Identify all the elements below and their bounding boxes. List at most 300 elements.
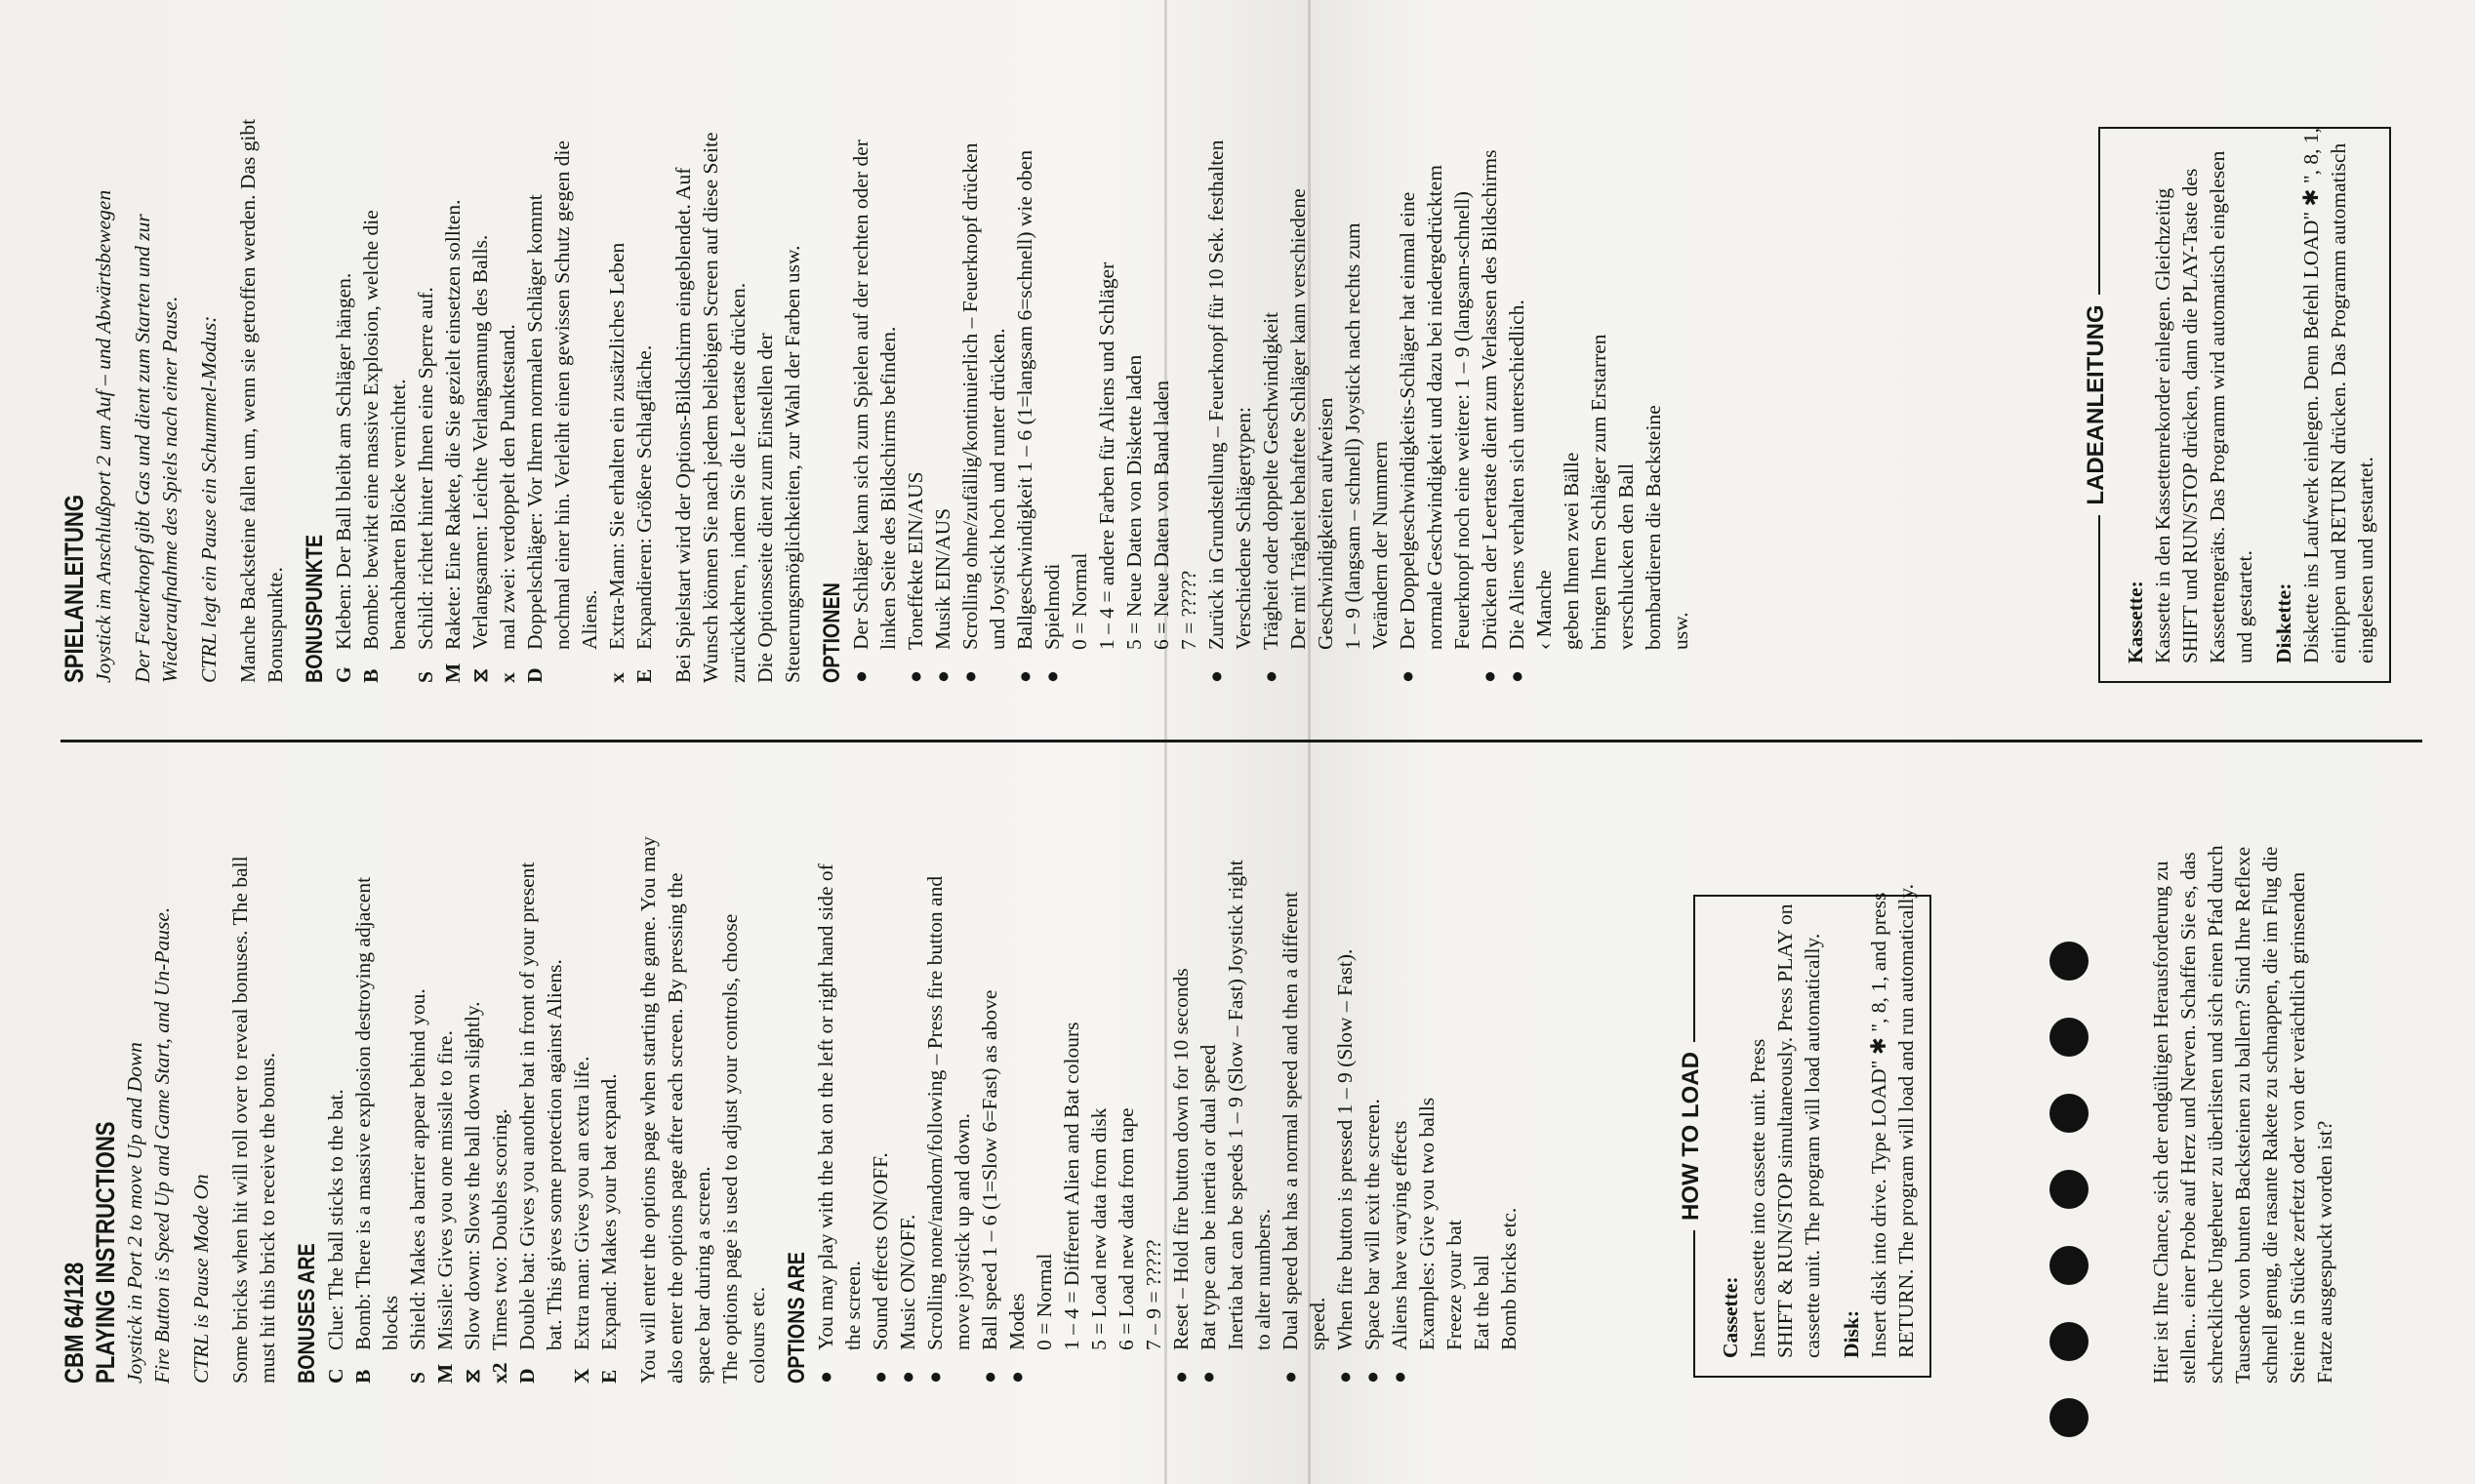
- cassette-line: Kassette in den Kassettenrekorder einlegen. Gleichzeitig: [2151, 187, 2174, 663]
- option-item: [1230, 20, 1257, 683]
- option-item-key: [1440, 1350, 1468, 1384]
- bonus-item-key: [385, 650, 412, 683]
- option-item: [1011, 20, 1038, 683]
- option-item: [1195, 720, 1222, 1384]
- cassette-label: Kassette:: [2124, 581, 2147, 663]
- disk-line: Diskette ins Laufwerk einlegen. Denn Befehl LOAD" ✱ ", 8, 1,: [2299, 127, 2323, 663]
- option-item: [1222, 720, 1249, 1384]
- option-item-key: [1120, 650, 1148, 683]
- bonus-item: [377, 720, 404, 1384]
- english-title: CBM 64/128: [60, 1262, 89, 1384]
- option-item-key: [984, 650, 1011, 683]
- option-item-key: ●: [1005, 1371, 1029, 1384]
- option-item-text: Bat type can be inertia or dual speed: [1197, 1044, 1220, 1350]
- option-item-key: [1066, 650, 1093, 683]
- ladeanleitung-box: [2083, 127, 2391, 683]
- option-item-key: ●: [896, 1371, 919, 1384]
- option-item-text: Aliens have varying effects: [1388, 1120, 1411, 1350]
- option-item-key: ●: [1169, 1371, 1193, 1384]
- option-item-text: 1 – 4 = Different Alien and Bat colours: [1060, 1022, 1083, 1350]
- option-item-key: ●: [1360, 1371, 1384, 1384]
- bonus-item-key: [541, 1350, 568, 1384]
- bonus-list: [330, 20, 658, 683]
- cassette-line: Kassettengeräts. Das Programm wird automatisch eingelesen: [2206, 150, 2229, 663]
- option-item-key: [1230, 650, 1257, 683]
- bonus-item-key: D: [523, 667, 547, 683]
- bonus-item: [486, 720, 513, 1384]
- bonus-heading: BONUSPUNKTE: [302, 535, 328, 683]
- option-item-text: 1 – 4 = andere Farben für Aliens und Schläger: [1095, 261, 1118, 650]
- option-item: [1058, 720, 1085, 1384]
- option-item: [929, 20, 956, 683]
- cassette-line: SHIFT & RUN/STOP simultaneously. Press PLAY on: [1773, 903, 1797, 1358]
- option-item-text: Spielmodi: [1040, 563, 1064, 650]
- option-item: [1476, 20, 1503, 683]
- option-item-text: Ball speed 1 – 6 (1=Slow 6=Fast) as above: [978, 989, 1001, 1350]
- bonus-item: [576, 20, 603, 683]
- option-item-key: [1612, 650, 1640, 683]
- bonus-item: [357, 20, 385, 683]
- option-item-text: Verschiedene Schlägertypen:: [1232, 407, 1255, 650]
- option-item-text: Bomb bricks etc.: [1497, 1207, 1521, 1350]
- option-item: [839, 720, 867, 1384]
- promo-line: Fratze ausgespuckt worden ist?: [2313, 1120, 2336, 1384]
- promo-line: schreckliche Ungeheuer zu überlisten und sich einen Pfad durch: [2204, 845, 2227, 1384]
- options-intro-line: space bar during a screen.: [691, 1166, 714, 1384]
- option-item: [1249, 720, 1277, 1384]
- option-item-text: Modes: [1005, 1293, 1029, 1350]
- option-item-key: [1175, 650, 1202, 683]
- bonus-item: [412, 20, 439, 683]
- bonus-item-text: mal zwei: verdoppelt den Punktestand.: [496, 324, 519, 650]
- option-item-key: [1366, 650, 1394, 683]
- option-item: [921, 720, 949, 1384]
- promo-line: Steine in Stücke zerfetzt oder von der verächtlich grinsenden: [2286, 871, 2309, 1384]
- options-intro-line: zurückkehren, indem Sie die Leertaste drücken.: [726, 282, 750, 683]
- bonus-item-key: [576, 650, 603, 683]
- option-item-text: Scrolling ohne/zufällig/kontinuierlich – Feuerknopf drücken: [958, 142, 982, 650]
- bonus-item-text: Double bat: Gives you another bat in front of your present: [515, 862, 539, 1350]
- dot-bullet: [2049, 942, 2089, 981]
- cassette-line: und gestartet.: [2233, 550, 2256, 663]
- options-intro-line: colours etc.: [746, 1286, 769, 1384]
- option-item: [1148, 20, 1175, 683]
- option-item: [1031, 720, 1058, 1384]
- option-item-text: Verändern der Nummern: [1368, 441, 1392, 650]
- option-item-text: linken Seite des Bildschirms befinden.: [876, 326, 900, 650]
- options-intro: [669, 20, 806, 683]
- option-item-key: [1140, 1350, 1167, 1384]
- option-item: [1093, 20, 1120, 683]
- option-item: [1413, 720, 1440, 1384]
- option-item-key: ●: [904, 670, 927, 683]
- option-item-key: ●: [1505, 670, 1528, 683]
- option-item: [1558, 20, 1585, 683]
- bonus-item: [521, 20, 548, 683]
- option-item-text: normale Geschwindigkeit und dazu bei niedergedrücktem: [1423, 165, 1446, 650]
- intro-line: CTRL legt ein Pause ein Schummel-Modus:: [197, 315, 221, 683]
- bonus-item: [494, 20, 521, 683]
- bonus-item: [385, 20, 412, 683]
- bonus-item: [431, 720, 459, 1384]
- option-item-text: When fire button is pressed 1 – 9 (Slow – Fast).: [1333, 948, 1357, 1350]
- option-item-text: Toneffekte EIN/AUS: [904, 471, 927, 650]
- bonus-item: [630, 20, 658, 683]
- option-item-text: Der Doppelgeschwindigkeits-Schläger hat einmal eine: [1396, 191, 1419, 650]
- option-item-text: usw.: [1669, 612, 1692, 650]
- option-item-text: to alter numbers.: [1251, 1208, 1275, 1350]
- option-item-text: Zurück in Grundstellung – Feuerknopf für 10 Sek. festhalten: [1204, 140, 1228, 650]
- promo-line: schnell genug, die rasante Rakete zu schnappen, die im Flug die: [2258, 846, 2282, 1384]
- option-item: [1140, 720, 1167, 1384]
- option-item-text: speed.: [1306, 1297, 1329, 1350]
- bonus-item-key: C: [324, 1368, 347, 1384]
- bonus-item: [404, 720, 431, 1384]
- option-item-key: [1530, 650, 1558, 683]
- option-item-key: ●: [1204, 670, 1228, 683]
- options-list: [847, 20, 1694, 683]
- option-item: [812, 720, 839, 1384]
- bonus-item: [322, 720, 349, 1384]
- bonus-item-text: Aliens.: [578, 589, 601, 650]
- option-item-key: [1421, 650, 1448, 683]
- option-item-text: 5 = Neue Daten von Diskette laden: [1122, 354, 1146, 650]
- option-item: [867, 720, 894, 1384]
- promo-line: Tausende von bunten Backsteinen zu ballern? Sind Ihre Reflexe: [2231, 846, 2254, 1384]
- dot-bullet: [2049, 1170, 2089, 1209]
- option-item-text: Musik EIN/AUS: [931, 507, 954, 650]
- option-item-key: ●: [869, 1371, 892, 1384]
- bonus-item-key: G: [332, 666, 355, 683]
- bonus-item-text: benachbarten Blöcke vernichtet.: [386, 379, 410, 650]
- option-item-text: 6 = Load new data from tape: [1115, 1107, 1138, 1350]
- intro-line: Der Feuerknopf gibt Gas und dient zum Starten und zur: [131, 214, 154, 683]
- options-heading: OPTIONEN: [819, 582, 845, 683]
- option-item: [1331, 720, 1359, 1384]
- option-item-text: Reset – Hold fire button down for 10 seconds: [1169, 968, 1193, 1350]
- option-item-key: ●: [1278, 1371, 1302, 1384]
- bonus-item-text: Doppelschläger: Vor Ihrem normalen Schläger kommt: [523, 194, 547, 650]
- option-item: [1339, 20, 1366, 683]
- option-item: [1530, 20, 1558, 683]
- dot-bullet: [2049, 1398, 2089, 1437]
- bonus-item-text: bat. This gives some protection against Aliens.: [543, 959, 566, 1350]
- bonus-item: [541, 720, 568, 1384]
- option-item-text: the screen.: [841, 1261, 865, 1350]
- bonus-item-key: ⧖: [461, 1368, 484, 1384]
- bonus-item-text: Slow down: Slows the ball down slightly.: [461, 1001, 484, 1350]
- option-item-key: [1448, 650, 1476, 683]
- option-item: [1667, 20, 1694, 683]
- option-item-key: ●: [814, 1371, 837, 1384]
- dot-bullet: [2049, 1322, 2089, 1361]
- bonus-item-text: Verlangsamen: Leichte Verlangsamung des Balls.: [468, 234, 492, 650]
- option-item-key: [1558, 650, 1585, 683]
- option-item-key: [1495, 1350, 1522, 1384]
- option-item: [976, 720, 1003, 1384]
- bonus-item-text: Expandieren: Größere Schlagfläche.: [632, 344, 656, 650]
- option-item: [1394, 20, 1421, 683]
- option-item-key: ●: [1259, 670, 1282, 683]
- cassette-line: Insert cassette into cassette unit. Press: [1746, 1038, 1769, 1358]
- option-item-text: Trägheit oder doppelte Geschwindigkeit: [1259, 311, 1282, 650]
- bonus-item-text: Extra man: Gives you an extra life.: [570, 1056, 593, 1350]
- dot-bullet: [2049, 1246, 2089, 1285]
- option-item-key: [1113, 1350, 1140, 1384]
- bonus-item-key: [377, 1350, 404, 1384]
- option-item-text: 0 = Normal: [1068, 552, 1091, 650]
- bonus-item-key: B: [359, 668, 383, 683]
- option-item: [902, 20, 929, 683]
- option-item-text: bringen Ihren Schläger zum Erstarren: [1587, 334, 1610, 650]
- german-title: SPIELANLEITUNG: [60, 494, 89, 683]
- option-item-key: ●: [1197, 1371, 1220, 1384]
- bonus-item-key: M: [433, 1363, 457, 1384]
- bonus-item-key: X: [570, 1368, 593, 1384]
- bonus-item-key: S: [406, 1372, 429, 1384]
- option-item: [894, 720, 921, 1384]
- english-subtitle: PLAYING INSTRUCTIONS: [91, 1121, 120, 1384]
- option-item-key: ●: [1388, 1371, 1411, 1384]
- option-item: [1359, 720, 1386, 1384]
- option-item-key: [1339, 650, 1366, 683]
- bonus-item-key: D: [515, 1368, 539, 1384]
- bonus-item-text: Schild: richtet hinter Ihnen eine Sperre auf.: [414, 287, 437, 650]
- option-item: [874, 20, 902, 683]
- disk-instructions: [1865, 883, 1920, 1358]
- option-item: [984, 20, 1011, 683]
- option-item-text: Sound effects ON/OFF.: [869, 1152, 892, 1350]
- english-section: [59, 720, 1522, 1384]
- option-item-key: ●: [1396, 670, 1419, 683]
- option-item: [1495, 720, 1522, 1384]
- bonus-item-text: Times two: Doubles scoring.: [488, 1108, 511, 1350]
- option-item-key: [1667, 650, 1694, 683]
- intro-line: Some bricks when hit will roll over to reveal bonuses. The ball: [228, 856, 252, 1384]
- dot-bullet: [2049, 1018, 2089, 1057]
- bonus-item-text: Bomb: There is a massive explosion destroying adjacent: [351, 876, 375, 1350]
- bonus-item: [330, 20, 357, 683]
- option-item-key: [874, 650, 902, 683]
- option-item-key: ●: [931, 670, 954, 683]
- options-intro-line: Wunsch können Sie nach jedem beliebigen Screen auf diese Seite: [699, 132, 722, 683]
- option-item-text: 5 = Load new data from disk: [1087, 1107, 1111, 1350]
- option-item-key: [1284, 650, 1312, 683]
- option-item: [1113, 720, 1140, 1384]
- promo-line: stellen... einer Probe auf Herz und Nerven. Schaffen Sie es, das: [2176, 852, 2200, 1384]
- option-item-key: [839, 1350, 867, 1384]
- option-item-key: [1148, 650, 1175, 683]
- intro-line: must hit this brick to receive the bonus.: [256, 1052, 279, 1384]
- option-item: [949, 720, 976, 1384]
- option-item-key: ●: [1013, 670, 1036, 683]
- option-item: [1038, 20, 1066, 683]
- option-item-text: geben Ihnen zwei Bälle: [1560, 452, 1583, 650]
- decorative-dots: [2049, 942, 2089, 1437]
- option-item-text: 6 = Neue Daten von Band laden: [1150, 380, 1173, 650]
- option-item-text: Examples: Give you two balls: [1415, 1097, 1439, 1350]
- promo-line: Hier ist Ihre Chance, sich der endgültigen Herausforderung zu: [2149, 861, 2172, 1384]
- options-intro-line: You will enter the options page when starting the game. You may: [636, 836, 660, 1384]
- cassette-line: SHIFT und RUN/STOP drücken, dann die PLAY-Taste des: [2178, 168, 2202, 663]
- intro-line: Fire Button is Speed Up and Game Start, and Un-Pause.: [150, 906, 174, 1384]
- ladeanleitung-title: LADEANLEITUNG: [2083, 295, 2109, 514]
- bonus-item-text: Clue: The ball sticks to the bat.: [324, 1089, 347, 1350]
- bonus-list: [322, 720, 623, 1384]
- option-item-text: Music ON/OFF.: [896, 1214, 919, 1350]
- bonus-item-text: Shield: Makes a barrier appear behind you.: [406, 988, 429, 1350]
- option-item: [1257, 20, 1284, 683]
- option-item-text: 7 – 9 = ?????: [1142, 1239, 1165, 1350]
- bonus-item-text: blocks: [379, 1295, 402, 1350]
- bonus-item: [595, 720, 623, 1384]
- bonus-item: [548, 20, 576, 683]
- bonus-item: [513, 720, 541, 1384]
- option-item-key: [1031, 1350, 1058, 1384]
- option-item-key: ●: [849, 670, 872, 683]
- intro-line: Wiederaufnahme des Spiels nach einer Pause.: [158, 296, 182, 683]
- option-item-key: [1222, 1350, 1249, 1384]
- option-item: [1312, 20, 1339, 683]
- options-intro-line: The options page is used to adjust your controls, choose: [718, 913, 742, 1384]
- bonus-item: [467, 20, 494, 683]
- option-item-text: und Joystick hoch und runter drücken.: [986, 328, 1009, 650]
- bonus-item-key: x2: [488, 1362, 511, 1384]
- option-item-key: ●: [1333, 1371, 1357, 1384]
- bonus-item-key: E: [632, 668, 656, 683]
- options-heading: OPTIONS ARE: [784, 1252, 810, 1384]
- option-item: [1202, 20, 1230, 683]
- option-item-key: [1640, 650, 1667, 683]
- option-item: [1440, 720, 1468, 1384]
- bonus-item-text: Extra-Mann: Sie erhalten ein zusätzliches Leben: [605, 242, 629, 650]
- option-item-key: [1249, 1350, 1277, 1384]
- option-item: [1366, 20, 1394, 683]
- option-item-key: [1304, 1350, 1331, 1384]
- cassette-label: Cassette:: [1719, 1276, 1742, 1358]
- intro-line: Joystick in Port 2 to move Up and Down: [123, 1042, 146, 1384]
- option-item: [1277, 720, 1304, 1384]
- intro-line: Joystick im Anschlußport 2 um Auf – und Abwärtsbewegen: [92, 189, 115, 683]
- option-item-key: [1093, 650, 1120, 683]
- option-item-text: ‹ Manche: [1532, 570, 1556, 650]
- bonus-item-key: x: [605, 672, 629, 683]
- intro-line: Manche Backsteine fallen um, wenn sie getroffen werden. Das gibt: [236, 118, 260, 683]
- promo-text: [2147, 779, 2338, 1384]
- bonus-item: [459, 720, 486, 1384]
- option-item-key: [1058, 1350, 1085, 1384]
- bonus-item-key: x: [496, 672, 519, 683]
- german-section: [59, 20, 1694, 683]
- option-item: [1503, 20, 1530, 683]
- option-item-key: ●: [1040, 670, 1064, 683]
- option-item-text: Dual speed bat has a normal speed and then a different: [1278, 891, 1302, 1350]
- options-intro: [634, 720, 771, 1384]
- option-item-key: [1312, 650, 1339, 683]
- bonus-item-key: S: [414, 671, 437, 683]
- option-item-text: 0 = Normal: [1033, 1253, 1056, 1350]
- disk-label: Disk:: [1840, 1310, 1863, 1358]
- disk-line: eingelesen und gestartet.: [2354, 457, 2377, 663]
- options-intro-line: Die Optionsseite dient zum Einstellen der: [753, 333, 777, 683]
- bonus-item-text: Kleben: Der Ball bleibt am Schläger hängen.: [332, 272, 355, 650]
- option-item-key: ●: [1478, 670, 1501, 683]
- option-item-text: move joystick up and down.: [951, 1112, 974, 1350]
- option-item-text: You may play with the bat on the left or right hand side of: [814, 863, 837, 1350]
- disk-line: Insert disk into drive. Type LOAD" ✱ ", 8, 1, and press: [1867, 892, 1890, 1358]
- option-item: [956, 20, 984, 683]
- option-item-key: ●: [923, 1371, 947, 1384]
- bonus-item-text: Missile: Gives you one missile to fire.: [433, 1030, 457, 1350]
- bonus-item: [349, 720, 377, 1384]
- cassette-line: cassette unit. The program will load automatically.: [1801, 933, 1824, 1358]
- option-item-text: verschlucken den Ball: [1614, 462, 1638, 650]
- option-item-text: 7 = ?????: [1177, 570, 1200, 650]
- option-item-key: [1085, 1350, 1113, 1384]
- option-item: [1003, 720, 1031, 1384]
- option-item: [1448, 20, 1476, 683]
- option-item: [1167, 720, 1195, 1384]
- option-item: [1585, 20, 1612, 683]
- option-item: [1120, 20, 1148, 683]
- disk-instructions: [2297, 127, 2379, 663]
- disk-line: eintippen und RETURN drücken. Das Programm automatisch: [2327, 142, 2350, 663]
- option-item: [1421, 20, 1448, 683]
- bonus-item-text: Rakete: Eine Rakete, die Sie gezielt einsetzen sollten.: [441, 199, 465, 650]
- dot-bullet: [2049, 1094, 2089, 1133]
- option-item: [1386, 720, 1413, 1384]
- option-item: [1640, 20, 1667, 683]
- option-item-text: Freeze your bat: [1442, 1220, 1466, 1350]
- bonus-item-key: ⧖: [468, 667, 492, 683]
- options-list: [812, 720, 1522, 1384]
- option-item-text: Feuerknopf noch eine weitere: 1 – 9 (langsam-schnell): [1450, 191, 1474, 650]
- how-to-load-box: [1678, 883, 1931, 1378]
- how-to-load-title: HOW TO LOAD: [1678, 1042, 1704, 1230]
- cassette-instructions: [1744, 903, 1826, 1358]
- option-item-text: bombardieren die Backsteine: [1642, 405, 1665, 650]
- bonus-item-text: nochmal einer hin. Verleiht einen gewissen Schutz gegen die: [550, 140, 574, 650]
- option-item-key: [1585, 650, 1612, 683]
- option-item-key: ●: [958, 670, 982, 683]
- option-item-key: [1413, 1350, 1440, 1384]
- option-item-text: Geschwindigkeiten aufweisen: [1314, 397, 1337, 650]
- bonus-item-text: Bombe: bewirkt eine massive Explosion, welche die: [359, 210, 383, 650]
- bonus-item-key: M: [441, 662, 465, 683]
- option-item-text: Eat the ball: [1470, 1255, 1493, 1350]
- option-item-text: Die Aliens verhalten sich unterschiedlich.: [1505, 300, 1528, 650]
- option-item: [1304, 720, 1331, 1384]
- option-item: [1085, 720, 1113, 1384]
- bonus-item-key: E: [597, 1369, 621, 1384]
- intro-line: Bonuspunkte.: [264, 567, 287, 683]
- bonus-item: [568, 720, 595, 1384]
- options-intro-line: Steuerungsmöglichkeiten, zur Wahl der Farben usw.: [781, 245, 804, 683]
- option-item-key: [1468, 1350, 1495, 1384]
- bonus-item: [439, 20, 467, 683]
- cassette-instructions: [2149, 148, 2258, 663]
- option-item: [1066, 20, 1093, 683]
- bonus-item-text: Expand: Makes your bat expand.: [597, 1073, 621, 1350]
- option-item: [1284, 20, 1312, 683]
- option-item-text: Der Schläger kann sich zum Spielen auf der rechten oder der: [849, 140, 872, 650]
- option-item-text: 1 – 9 (langsam – schnell) Joystick nach rechts zum: [1341, 222, 1364, 650]
- intro-line: CTRL is Pause Mode On: [189, 1174, 213, 1384]
- bonus-item: [603, 20, 630, 683]
- option-item: [847, 20, 874, 683]
- options-intro-line: Bei Spielstart wird der Options-Bildschirm eingeblendet. Auf: [671, 167, 695, 683]
- bonus-item-key: [548, 650, 576, 683]
